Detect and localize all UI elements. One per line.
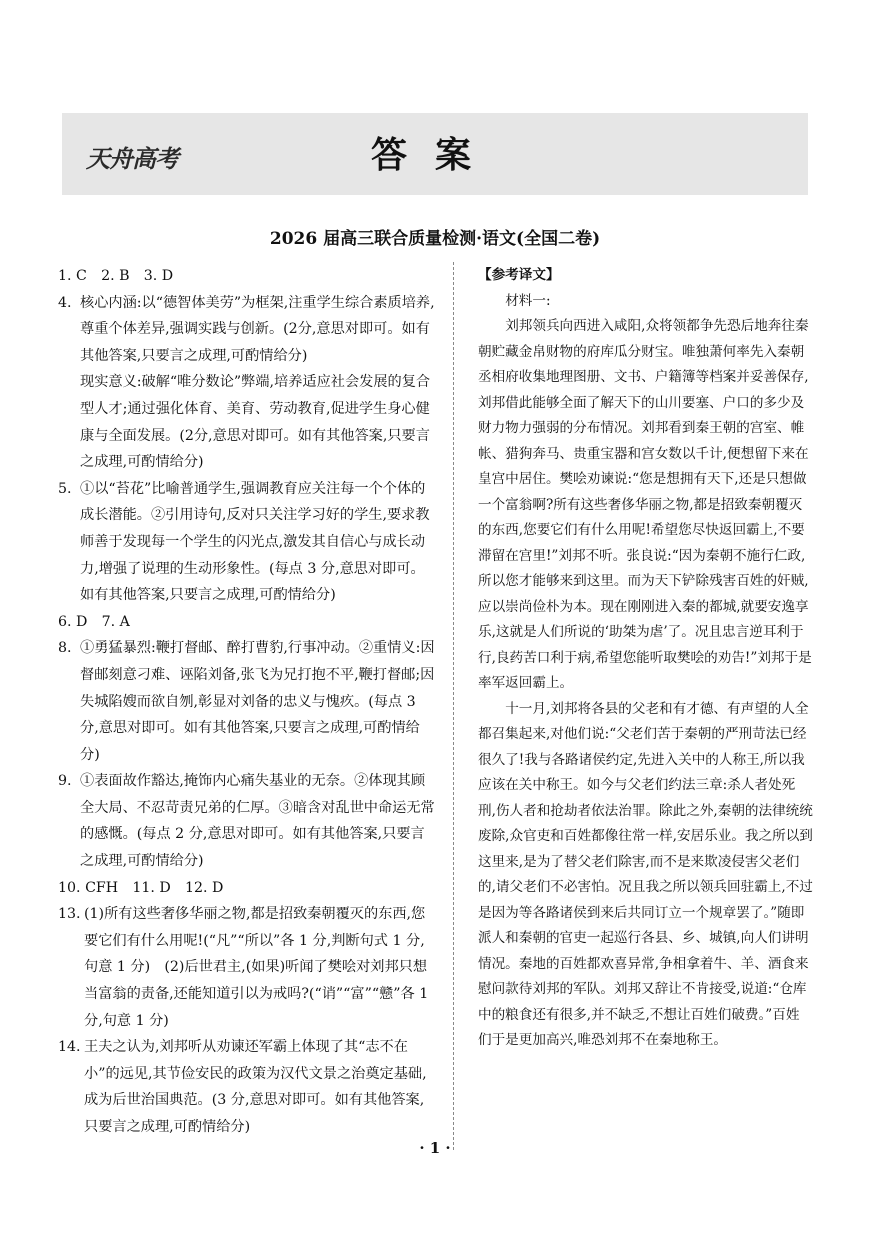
answer-text: 现实意义:破解“唯分数论”弊端,培养适应社会发展的复合型人才;通过强化体育、美育、劳动教育,促进学生身心健康与全面发展。(2分,意思对即可。如有其他答案,只要言之成理,可酌情给分) [80, 374, 431, 471]
answer-text: ①表面故作豁达,掩饰内心痛失基业的无奈。②体现其顾全大局、不忍苛责兄弟的仁厚。③暗含对乱世中命运无常的感慨。(每点 2 分,意思对即可。如有其他答案,只要言之成理,可酌情给分) [80, 773, 435, 870]
answer-item [58, 768, 436, 874]
answer-text: ①以“苔花”比喻普通学生,强调教育应关注每一个个体的成长潜能。②引用诗句,反对只关注学习好的学生,要求教师善于发现每一个学生的闪光点,激发其自信心与成长动力,增强了说理的生动形象性。(每点 3 分,意思对即可。如有其他答案,只要言之成理,可酌情给分) [80, 480, 430, 604]
answer-text: 核心内涵:以“德智体美劳”为框架,注重学生综合素质培养,尊重个体差异,强调实践与创新。(2分,意思对即可。如有其他答案,只要言之成理,可酌情给分) [80, 294, 435, 364]
answer-number: 13. [58, 906, 81, 923]
answer-text: ①勇猛暴烈:鞭打督邮、醉打曹豹,行事冲动。②重情义:因督邮刻意刁难、诬陷刘备,张飞为兄打抱不平,鞭打督邮;因失城陷嫂而欲自刎,彰显对刘备的忠义与愧疚。(每点 3 分,意思对即可。如有其他答案,只要言之成理,可酌情给分) [80, 640, 435, 763]
answer-item [58, 290, 436, 370]
page-number: · 1 · [419, 1139, 451, 1157]
answer-item [58, 1034, 436, 1140]
answer-number: 8. [58, 640, 72, 657]
answer-banner [62, 113, 808, 195]
answer-item [58, 263, 436, 290]
answer-number: 14. [58, 1039, 81, 1056]
answer-text: (1)所有这些奢侈华丽之物,都是招致秦朝覆灭的东西,您要它们有什么用呢!(“凡”“所以”各 1 分,判断句式 1 分,句意 1 分) (2)后世君主,(如果)听闻了樊哙对刘邦只想当富翁的责备,还能知道引以为戒吗?(“诮”“富”“戆”各 1 分,句意 1 分) [84, 906, 429, 1029]
translation-heading: 【参考译文】 [478, 267, 560, 283]
answer-item [58, 635, 436, 768]
answer-number: 5. [58, 480, 72, 497]
material-label: 材料一: [505, 292, 551, 309]
translation-paragraph: 刘邦领兵向西进入咸阳,众将领都争先恐后地奔往秦朝贮藏金帛财物的府库瓜分财宝。唯独萧何率先入秦朝丞相府收集地理图册、文书、户籍簿等档案并妥善保存,刘邦借此能够全面了解天下的山川要塞、户口的多少及财力物力强弱的分布情况。刘邦看到秦王朝的宫室、帷帐、猎狗奔马、贵重宝器和宫女数以千计,便想留下来在皇宫中居住。樊哙劝谏说:“您是想拥有天下,还是只想做一个富翁啊?所有这些奢侈华丽之物,都是招致秦朝覆灭的东西,您要它们有什么用呢!希望您尽快返回霸上,不要滞留在宫里!”刘邦不听。张良说:“因为秦朝不施行仁政,所以您才能够来到这里。而为天下铲除残害百姓的奸贼,应以崇尚俭朴为本。现在刚刚进入秦的都城,就要安逸享乐,这就是人们所说的‘助桀为虐’了。况且忠言逆耳利于行,良药苦口利于病,希望您能听取樊哙的劝告!”刘邦于是率军返回霸上。 [478, 318, 812, 691]
answer-item [58, 476, 436, 609]
answer-column [58, 263, 436, 1141]
column-divider [453, 262, 454, 1150]
translation-paragraph: 十一月,刘邦将各县的父老和有才德、有声望的人全都召集起来,对他们说:“父老们苦于秦朝的严刑苛法已经很久了!我与各路诸侯约定,先进入关中的人称王,所以我应该在关中称王。如今与父老们约法三章:杀人者处死刑,伤人者和抢劫者依法治罪。除此之外,秦朝的法律统统废除,众官吏和百姓都像往常一样,安居乐业。我之所以到这里来,是为了替父老们除害,而不是来欺凌侵害父老们的,请父老们不必害怕。况且我之所以领兵回驻霸上,不过是因为等各路诸侯到来后共同订立一个规章罢了。”随即派人和秦朝的官吏一起巡行各县、乡、城镇,向人们讲明情况。秦地的百姓都欢喜异常,争相拿着牛、羊、酒食来慰问款待刘邦的军队。刘邦又辞让不肯接受,说道:“仓库中的粮食还有很多,并不缺乏,不想让百姓们破费。”百姓们于是更加高兴,唯恐刘邦不在秦地称王。 [478, 700, 813, 1048]
banner-title: 答案 [370, 135, 499, 176]
answer-number: 4. [58, 294, 72, 311]
answer-number: 9. [58, 773, 72, 790]
answer-item [58, 369, 436, 475]
answer-text: 6. D 7. A [58, 613, 130, 630]
translation-column [478, 263, 813, 1054]
answer-item [58, 609, 436, 636]
answer-item [58, 875, 436, 902]
answer-text: 1. C 2. B 3. D [58, 268, 174, 284]
document-title: 2026 届高三联合质量检测·语文(全国二卷) [269, 229, 601, 249]
brand-logo: 天舟高考 [86, 145, 178, 173]
answer-text: 10. CFH 11. D 12. D [58, 879, 224, 896]
answer-text: 王夫之认为,刘邦听从劝谏还军霸上体现了其“志不在小”的远见,其节俭安民的政策为汉代文景之治奠定基础,成为后世治国典范。(3 分,意思对即可。如有其他答案,只要言之成理,可酌情给分) [84, 1039, 427, 1135]
answer-item [58, 901, 436, 1034]
